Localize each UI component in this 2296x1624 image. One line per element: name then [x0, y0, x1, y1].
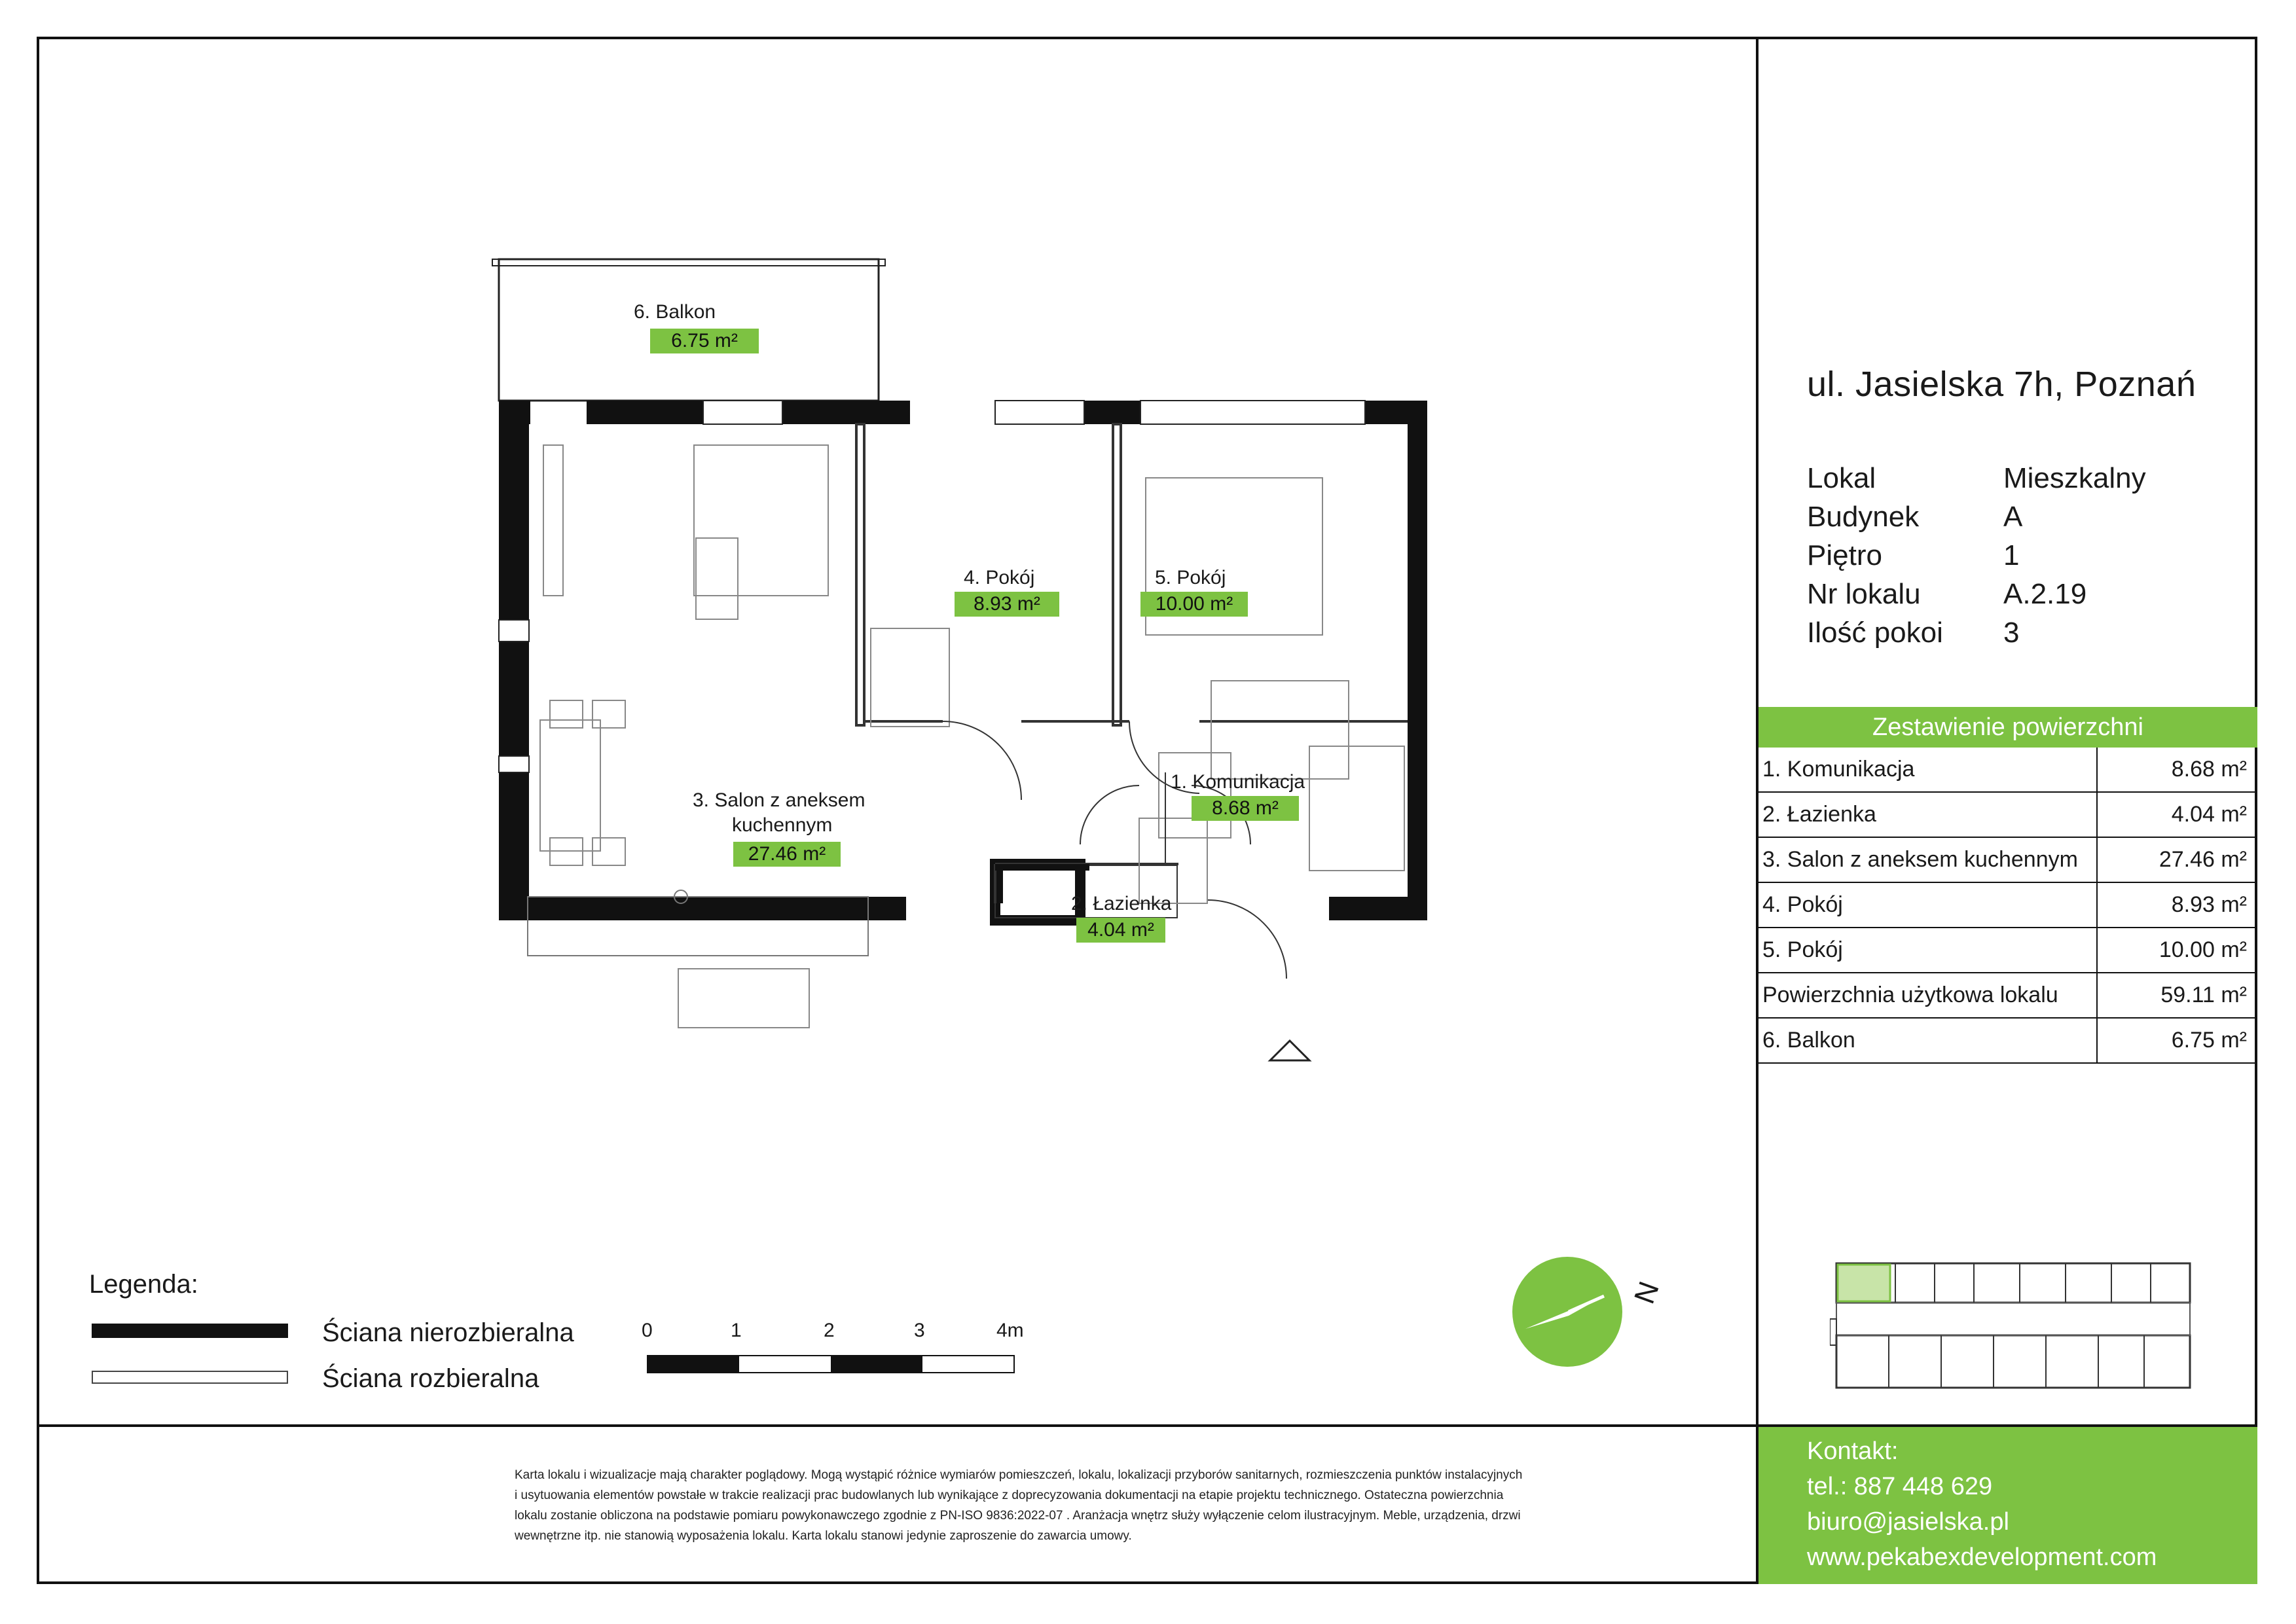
- disclaimer-line: i usytuowania elementów powstałe w trakcie realizacji prac budowlanych lub wynikające z doprecyzowania dokumentacji na etapie projektu technicznego. Ostateczna powierzchnia: [515, 1489, 1504, 1502]
- row-name: 4. Pokój: [1762, 892, 1843, 917]
- row-name: 5. Pokój: [1762, 937, 1843, 962]
- table-row: [1758, 838, 2257, 883]
- table-row: [1758, 748, 2257, 793]
- room-area-pokoj-4: 8.93 m²: [955, 592, 1059, 617]
- legend-label-removable: Ściana rozbieralna: [322, 1364, 539, 1393]
- room-area-pokoj-5: 10.00 m²: [1140, 592, 1248, 617]
- address-title: ul. Jasielska 7h, Poznań: [1807, 365, 2196, 404]
- room-label-lazienka: 2. Łazienka: [1071, 893, 1172, 914]
- info-value-pietro: 1: [2003, 539, 2020, 571]
- row-name: 6. Balkon: [1762, 1028, 1855, 1053]
- info-value-lokal: Mieszkalny: [2003, 462, 2146, 494]
- disclaimer-line: Karta lokalu i wizualizacje mają charakter poglądowy. Mogą wystąpić różnice wymiarów pomieszczeń, lokalu, lokalizacji przyborów sanitarnych, rozmieszczenia punktów instalacyjnych: [515, 1468, 1523, 1482]
- contact-email[interactable]: biuro@jasielska.pl: [1807, 1508, 2009, 1536]
- info-value-nr-lokalu: A.2.19: [2003, 578, 2087, 610]
- info-label-budynek: Budynek: [1807, 501, 1920, 533]
- info-label-pietro: Piętro: [1807, 539, 1882, 571]
- room-label-salon: 3. Salon z aneksem: [693, 789, 866, 811]
- compass-north-label: N: [1628, 1277, 1666, 1308]
- room-area-komunikacja: 8.68 m²: [1192, 796, 1299, 821]
- row-area: 59.11 m²: [2096, 973, 2247, 1017]
- area-table: [1758, 707, 2257, 1064]
- row-area: 27.46 m²: [2096, 838, 2247, 882]
- scale-bar: [647, 1355, 1015, 1375]
- room-label-komunikacja: 1. Komunikacja: [1171, 771, 1305, 793]
- scale-tick-3: 3: [914, 1320, 925, 1341]
- info-label-ilosc-pokoi: Ilość pokoi: [1807, 617, 1943, 649]
- table-row: [1758, 883, 2257, 928]
- room-label-pokoj-4: 4. Pokój: [964, 567, 1035, 588]
- row-name: Powierzchnia użytkowa lokalu: [1762, 983, 2058, 1007]
- info-label-nr-lokalu: Nr lokalu: [1807, 578, 1921, 610]
- disclaimer-line: wewnętrzne itp. nie stanowią wyposażenia lokalu. Karta lokalu stanowi jedynie zaproszenie do zawarcia umowy.: [515, 1529, 1132, 1543]
- area-table-title: Zestawienie powierzchni: [1758, 707, 2257, 748]
- table-row: [1758, 793, 2257, 838]
- contact-box: [1758, 1427, 2257, 1584]
- table-row: [1758, 928, 2257, 973]
- contact-phone[interactable]: tel.: 887 448 629: [1807, 1473, 1993, 1500]
- scale-tick-1: 1: [731, 1320, 742, 1341]
- legend-swatch-fixed: [92, 1324, 288, 1338]
- room-area-salon: 27.46 m²: [733, 842, 841, 867]
- scale-tick-4m: 4m: [996, 1320, 1024, 1341]
- row-area: 4.04 m²: [2096, 793, 2247, 837]
- room-label-balkon: 6. Balkon: [634, 301, 716, 323]
- room-area-balkon: 6.75 m²: [650, 329, 759, 353]
- room-label-salon-2: kuchennym: [732, 814, 833, 836]
- scale-tick-2: 2: [824, 1320, 835, 1341]
- row-area: 6.75 m²: [2096, 1019, 2247, 1062]
- legend-title: Legenda:: [89, 1270, 198, 1299]
- contact-website[interactable]: www.pekabexdevelopment.com: [1807, 1543, 2157, 1571]
- table-row: [1758, 973, 2257, 1019]
- info-value-budynek: A: [2003, 501, 2023, 533]
- row-area: 10.00 m²: [2096, 928, 2247, 972]
- row-area: 8.68 m²: [2096, 748, 2247, 791]
- row-name: 1. Komunikacja: [1762, 757, 1915, 782]
- room-label-pokoj-5: 5. Pokój: [1155, 567, 1226, 588]
- key-plan: [1830, 1257, 2196, 1401]
- contact-title: Kontakt:: [1807, 1437, 1899, 1465]
- scale-tick-0: 0: [642, 1320, 653, 1341]
- info-value-ilosc-pokoi: 3: [2003, 617, 2020, 649]
- row-name: 3. Salon z aneksem kuchennym: [1762, 847, 2078, 872]
- legend-swatch-removable: [92, 1371, 288, 1384]
- row-area: 8.93 m²: [2096, 883, 2247, 927]
- row-name: 2. Łazienka: [1762, 802, 1876, 827]
- compass-icon: [1506, 1250, 1637, 1375]
- floor-plan: [484, 249, 1427, 1074]
- info-label-lokal: Lokal: [1807, 462, 1876, 494]
- room-area-lazienka: 4.04 m²: [1076, 918, 1165, 943]
- disclaimer-line: lokalu zostanie obliczona na podstawie pomiaru powykonawczego zgodnie z PN-ISO 9836:2022-07 . Aranżacja wnętrz służy wyłączenie celom ilustracyjnym. Meble, urządzenia, drzwi: [515, 1509, 1521, 1523]
- legend-label-fixed: Ściana nierozbieralna: [322, 1318, 574, 1347]
- disclaimer: [515, 1465, 1706, 1546]
- table-row: [1758, 1019, 2257, 1064]
